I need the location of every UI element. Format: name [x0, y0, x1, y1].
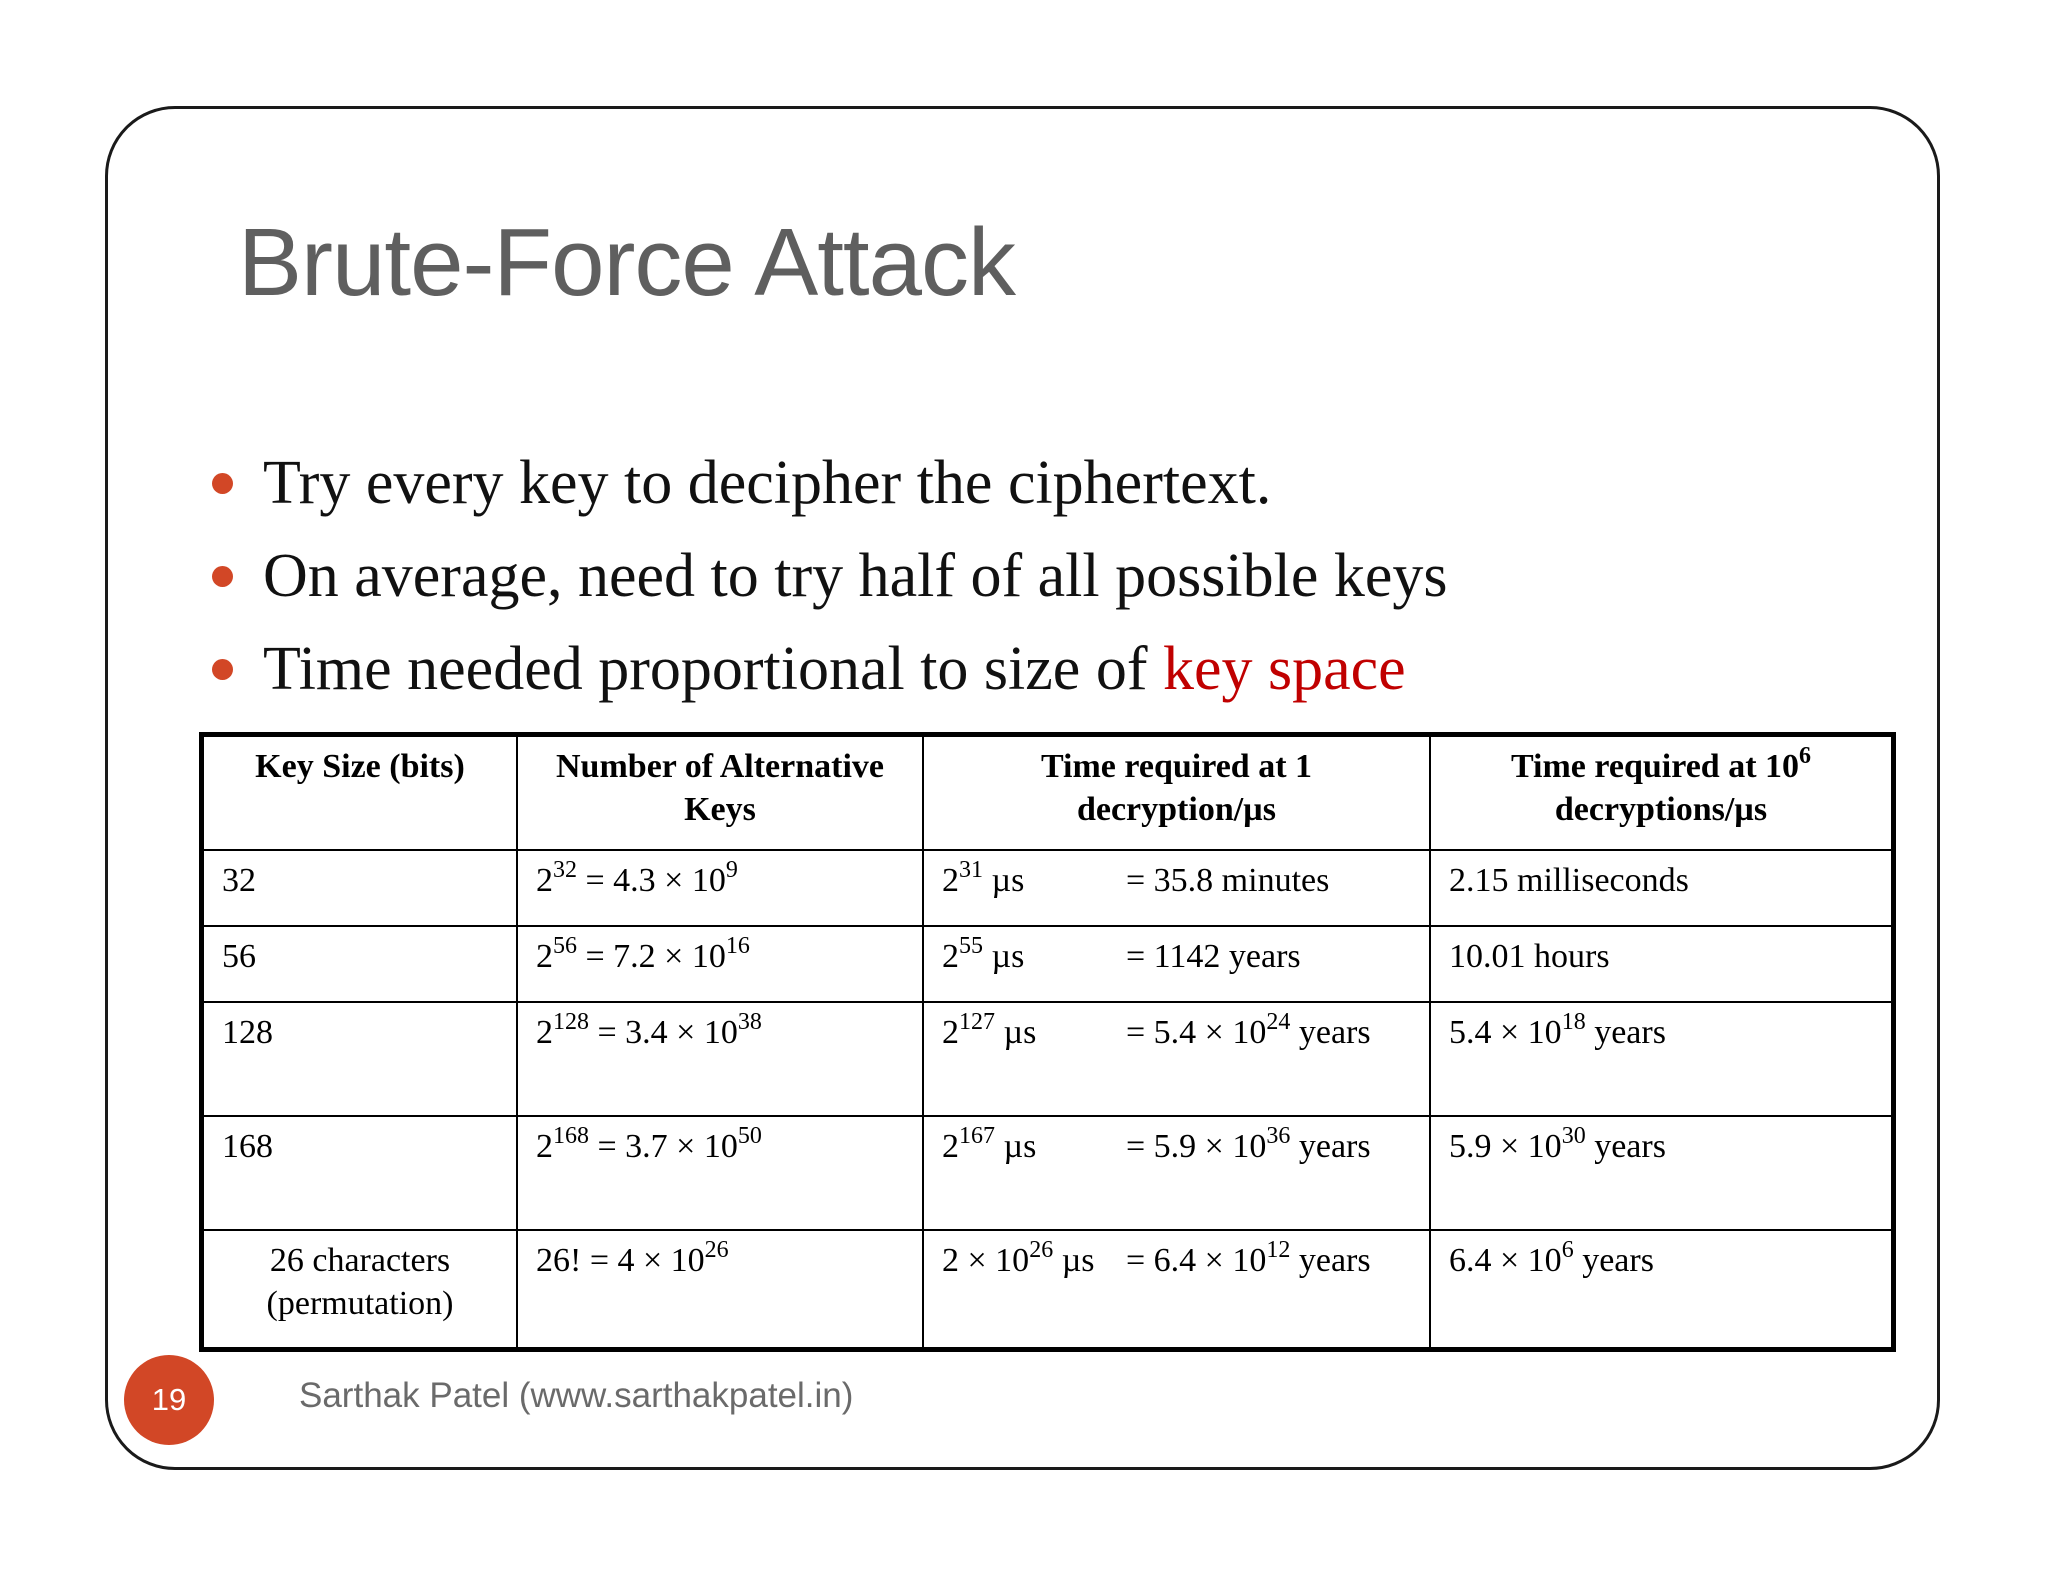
key-size-line2: (permutation) — [266, 1285, 454, 1322]
time2-exp: 6 — [1561, 1237, 1574, 1263]
cell-time-1 — [923, 1116, 1430, 1230]
time1-base — [942, 1239, 1095, 1282]
bullet-item — [205, 530, 1448, 623]
keys-base: 2 — [536, 862, 553, 899]
keys-eq-exp: 50 — [737, 1123, 762, 1149]
keys-eq: = 7.2 × 10 — [577, 938, 726, 975]
time1-eq — [1126, 859, 1329, 902]
time1-unit: µs — [983, 938, 1025, 975]
header-num-keys — [517, 737, 923, 850]
keys-base: 2 — [536, 938, 553, 975]
key-size-line1: 26 characters — [269, 1242, 451, 1279]
time2-text: 10.01 hours — [1449, 938, 1610, 975]
header-time-1-line1: Time required at 1 — [1040, 748, 1313, 785]
time1-eq — [1126, 1011, 1371, 1054]
time1-eq — [1126, 1125, 1371, 1168]
cell-time-1 — [923, 850, 1430, 926]
cell-key-size: 32 — [204, 850, 517, 926]
cell-time-1 — [923, 1002, 1430, 1116]
cell-key-size: 168 — [204, 1116, 517, 1230]
time1-base — [942, 935, 1024, 978]
time1-base — [942, 1011, 1036, 1054]
keys-eq: = 3.4 × 10 — [589, 1014, 738, 1051]
bullet-highlight-key-space: key space — [1162, 635, 1406, 703]
time2-text: 5.9 × 10 — [1449, 1128, 1562, 1165]
cell-time-1 — [923, 1230, 1430, 1347]
time1-eq-suffix: years — [1290, 1014, 1371, 1051]
bullet-item — [205, 623, 1448, 716]
time1-eq — [1126, 935, 1301, 978]
time1-eq-text: = 5.9 × 10 — [1126, 1128, 1267, 1165]
time2-suffix: years — [1585, 1128, 1666, 1165]
bullet-item — [205, 437, 1448, 530]
time1-eq-text: = 1142 years — [1126, 938, 1301, 975]
time2-suffix: years — [1585, 1014, 1666, 1051]
time1-unit: µs — [995, 1014, 1037, 1051]
time1-unit: µs — [1053, 1242, 1095, 1279]
time1-eq-exp: 12 — [1266, 1237, 1291, 1263]
keys-base: 2 — [536, 1014, 553, 1051]
slide-title: Brute-Force Attack — [238, 209, 1015, 316]
key-table — [204, 737, 1891, 1347]
header-time-1 — [923, 737, 1430, 850]
cell-num-keys — [517, 1116, 923, 1230]
time1-pre: 2 — [942, 862, 959, 899]
time1-pre: 2 — [942, 938, 959, 975]
keys-eq-exp: 16 — [725, 933, 750, 959]
table-row — [204, 850, 1891, 926]
header-key-size-text: Key Size (bits) — [255, 748, 465, 785]
bullet-text: Try every key to decipher the ciphertext. — [263, 449, 1272, 517]
time1-pre: 2 — [942, 1128, 959, 1165]
cell-num-keys — [517, 850, 923, 926]
header-time-2-exp: 6 — [1799, 743, 1812, 769]
time1-eq — [1126, 1239, 1371, 1282]
cell-key-size — [204, 1230, 517, 1347]
cell-time-1 — [923, 926, 1430, 1002]
table-row — [204, 1002, 1891, 1116]
header-time-2-line1: Time required at 10 — [1510, 748, 1800, 785]
time1-exp: 26 — [1029, 1237, 1054, 1263]
time1-eq-text: = 5.4 × 10 — [1126, 1014, 1267, 1051]
keys-base: 26! = 4 × 10 — [536, 1242, 705, 1279]
time1-unit: µs — [983, 862, 1025, 899]
time1-eq-exp: 36 — [1266, 1123, 1291, 1149]
key-size-table — [199, 732, 1896, 1352]
table-row — [204, 926, 1891, 1002]
keys-eq: = 4.3 × 10 — [577, 862, 726, 899]
cell-num-keys — [517, 1002, 923, 1116]
table-row — [204, 1230, 1891, 1347]
time1-pre: 2 × 10 — [942, 1242, 1030, 1279]
header-key-size — [204, 737, 517, 850]
header-num-keys-line2: Keys — [684, 791, 756, 828]
time2-suffix: years — [1573, 1242, 1654, 1279]
cell-time-2 — [1430, 850, 1891, 926]
bullet-text: On average, need to try half of all possible keys — [263, 542, 1448, 610]
cell-key-size: 56 — [204, 926, 517, 1002]
time1-eq-suffix: years — [1290, 1242, 1371, 1279]
keys-exp: 32 — [553, 857, 577, 883]
table-row — [204, 1116, 1891, 1230]
header-num-keys-line1: Number of Alternative — [556, 748, 884, 785]
time2-text: 6.4 × 10 — [1449, 1242, 1562, 1279]
keys-eq: = 3.7 × 10 — [589, 1128, 738, 1165]
time1-exp: 167 — [959, 1123, 995, 1149]
time1-eq-text: = 6.4 × 10 — [1126, 1242, 1267, 1279]
time2-exp: 18 — [1561, 1009, 1586, 1035]
footer-credit: Sarthak Patel (www.sarthakpatel.in) — [299, 1376, 854, 1415]
time1-eq-text: = 35.8 minutes — [1126, 862, 1330, 899]
keys-eq-exp: 38 — [737, 1009, 762, 1035]
table-header-row — [204, 737, 1891, 850]
keys-base: 2 — [536, 1128, 553, 1165]
cell-time-2 — [1430, 1116, 1891, 1230]
time2-text: 5.4 × 10 — [1449, 1014, 1562, 1051]
time1-eq-exp: 24 — [1266, 1009, 1291, 1035]
time1-base — [942, 859, 1024, 902]
bullet-dot-icon — [212, 659, 233, 680]
header-time-1-line2: decryption/µs — [1076, 791, 1277, 828]
header-time-2-line2: decryptions/µs — [1554, 791, 1768, 828]
time1-eq-suffix: years — [1290, 1128, 1371, 1165]
bullet-list — [205, 437, 1448, 716]
time1-pre: 2 — [942, 1014, 959, 1051]
bullet-dot-icon — [212, 473, 233, 494]
keys-eq-exp: 9 — [725, 857, 738, 883]
cell-time-2 — [1430, 926, 1891, 1002]
time1-base — [942, 1125, 1036, 1168]
bullet-dot-icon — [212, 566, 233, 587]
header-time-2 — [1430, 737, 1891, 850]
cell-num-keys — [517, 1230, 923, 1347]
time2-text: 2.15 milliseconds — [1449, 862, 1689, 899]
cell-key-size: 128 — [204, 1002, 517, 1116]
bullet-text: Time needed proportional to size of — [263, 635, 1163, 703]
keys-exp: 168 — [553, 1123, 589, 1149]
keys-exp: 56 — [553, 933, 577, 959]
cell-time-2 — [1430, 1002, 1891, 1116]
time1-exp: 31 — [959, 857, 983, 883]
keys-exp: 128 — [553, 1009, 589, 1035]
page-number-badge: 19 — [124, 1355, 214, 1445]
keys-exp: 26 — [704, 1237, 729, 1263]
time1-exp: 127 — [959, 1009, 995, 1035]
time1-exp: 55 — [959, 933, 983, 959]
cell-num-keys — [517, 926, 923, 1002]
time2-exp: 30 — [1561, 1123, 1586, 1149]
time1-unit: µs — [995, 1128, 1037, 1165]
cell-time-2 — [1430, 1230, 1891, 1347]
